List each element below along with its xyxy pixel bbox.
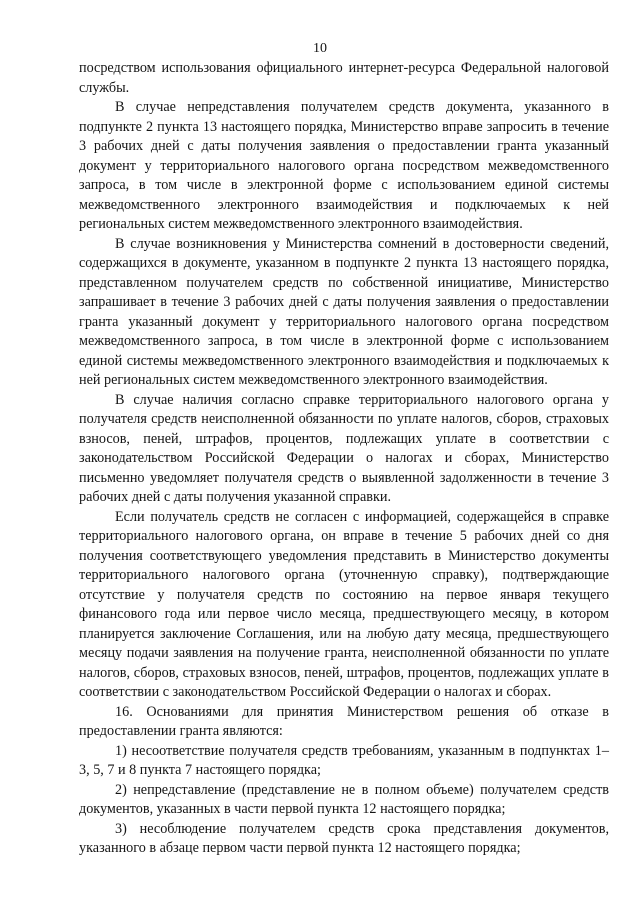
list-item-1: 1) несоответствие получателя средств требованиям, указанным в подпунктах 1–3, 5, 7 и 8 пункта 7 настоящего порядка; — [79, 742, 609, 778]
list-item-3: 3) несоблюдение получателем средств срока представления документов, указанного в абзаце первом части первой пункта 12 настоящего порядка; — [79, 820, 609, 856]
paragraph-intro-continuation: посредством использования официального интернет-ресурса Федеральной налоговой службы. — [79, 60, 609, 96]
paragraph-doubts: В случае возникновения у Министерства сомнений в достоверности сведений, содержащихся в документе, указанном в подпункте 2 пункта 13 настоящего порядка, представленном получателем средств по собственной инициативе, Министерство запрашивает в течение 3 рабочих дней с даты получения заявления о предоставлении гранта указанный документ у территориального налогового органа посредством межведомственного запроса, в том числе в электронной форме с использованием единой системы межведомственного электронного взаимодействия и подключаемых к ней региональных систем межведомственного электронного взаимодействия. — [79, 235, 609, 388]
paragraph-16-grounds: 16. Основаниями для принятия Министерством решения об отказе в предоставлении гранта являются: — [79, 703, 609, 739]
list-item-2: 2) непредставление (представление не в полном объеме) получателем средств документов, указанных в части первой пункта 12 настоящего порядка; — [79, 781, 609, 817]
paragraph-disagreement: Если получатель средств не согласен с информацией, содержащейся в справке территориального налогового органа, он вправе в течение 5 рабочих дней со дня получения соответствующего уведомления представить в Министерство документы территориального налогового органа (уточненную справку), подтверждающие отсутствие у получателя средств по состоянию на первое января текущего финансового года или первое число месяца, предшествующего месяцу, в котором планируется заключение Соглашения, или на любую дату месяца, предшествующего месяцу подачи заявления на получение гранта, неисполненной обязанности по уплате налогов, сборов, страховых взносов, пеней, штрафов, процентов, подлежащих уплате в соответствии с законодательством Российской Федерации о налогах и сборах. — [79, 508, 609, 700]
page-number: 10 — [313, 41, 327, 56]
paragraph-non-submission: В случае непредставления получателем средств документа, указанного в подпункте 2 пункта 13 настоящего порядка, Министерство вправе запросить в течение 3 рабочих дней с даты получения заявления о предоставлении гранта указанный документ у территориального налогового органа посредством межведомственного запроса, в том числе в электронной форме с использованием единой системы межведомственного электронного взаимодействия и подключаемых к ней региональных систем межведомственного электронного взаимодействия. — [79, 99, 609, 232]
document-body — [79, 59, 609, 859]
paragraph-debt-notice: В случае наличия согласно справке территориального налогового органа у получателя средств неисполненной обязанности по уплате налогов, сборов, страховых взносов, пеней, штрафов, процентов, подлежащих уплате в соответствии с законодательством Российской Федерации о налогах и сборах, Министерство письменно уведомляет получателя средств о выявленной задолженности в течение 3 рабочих дней с даты получения указанной справки. — [79, 391, 609, 505]
